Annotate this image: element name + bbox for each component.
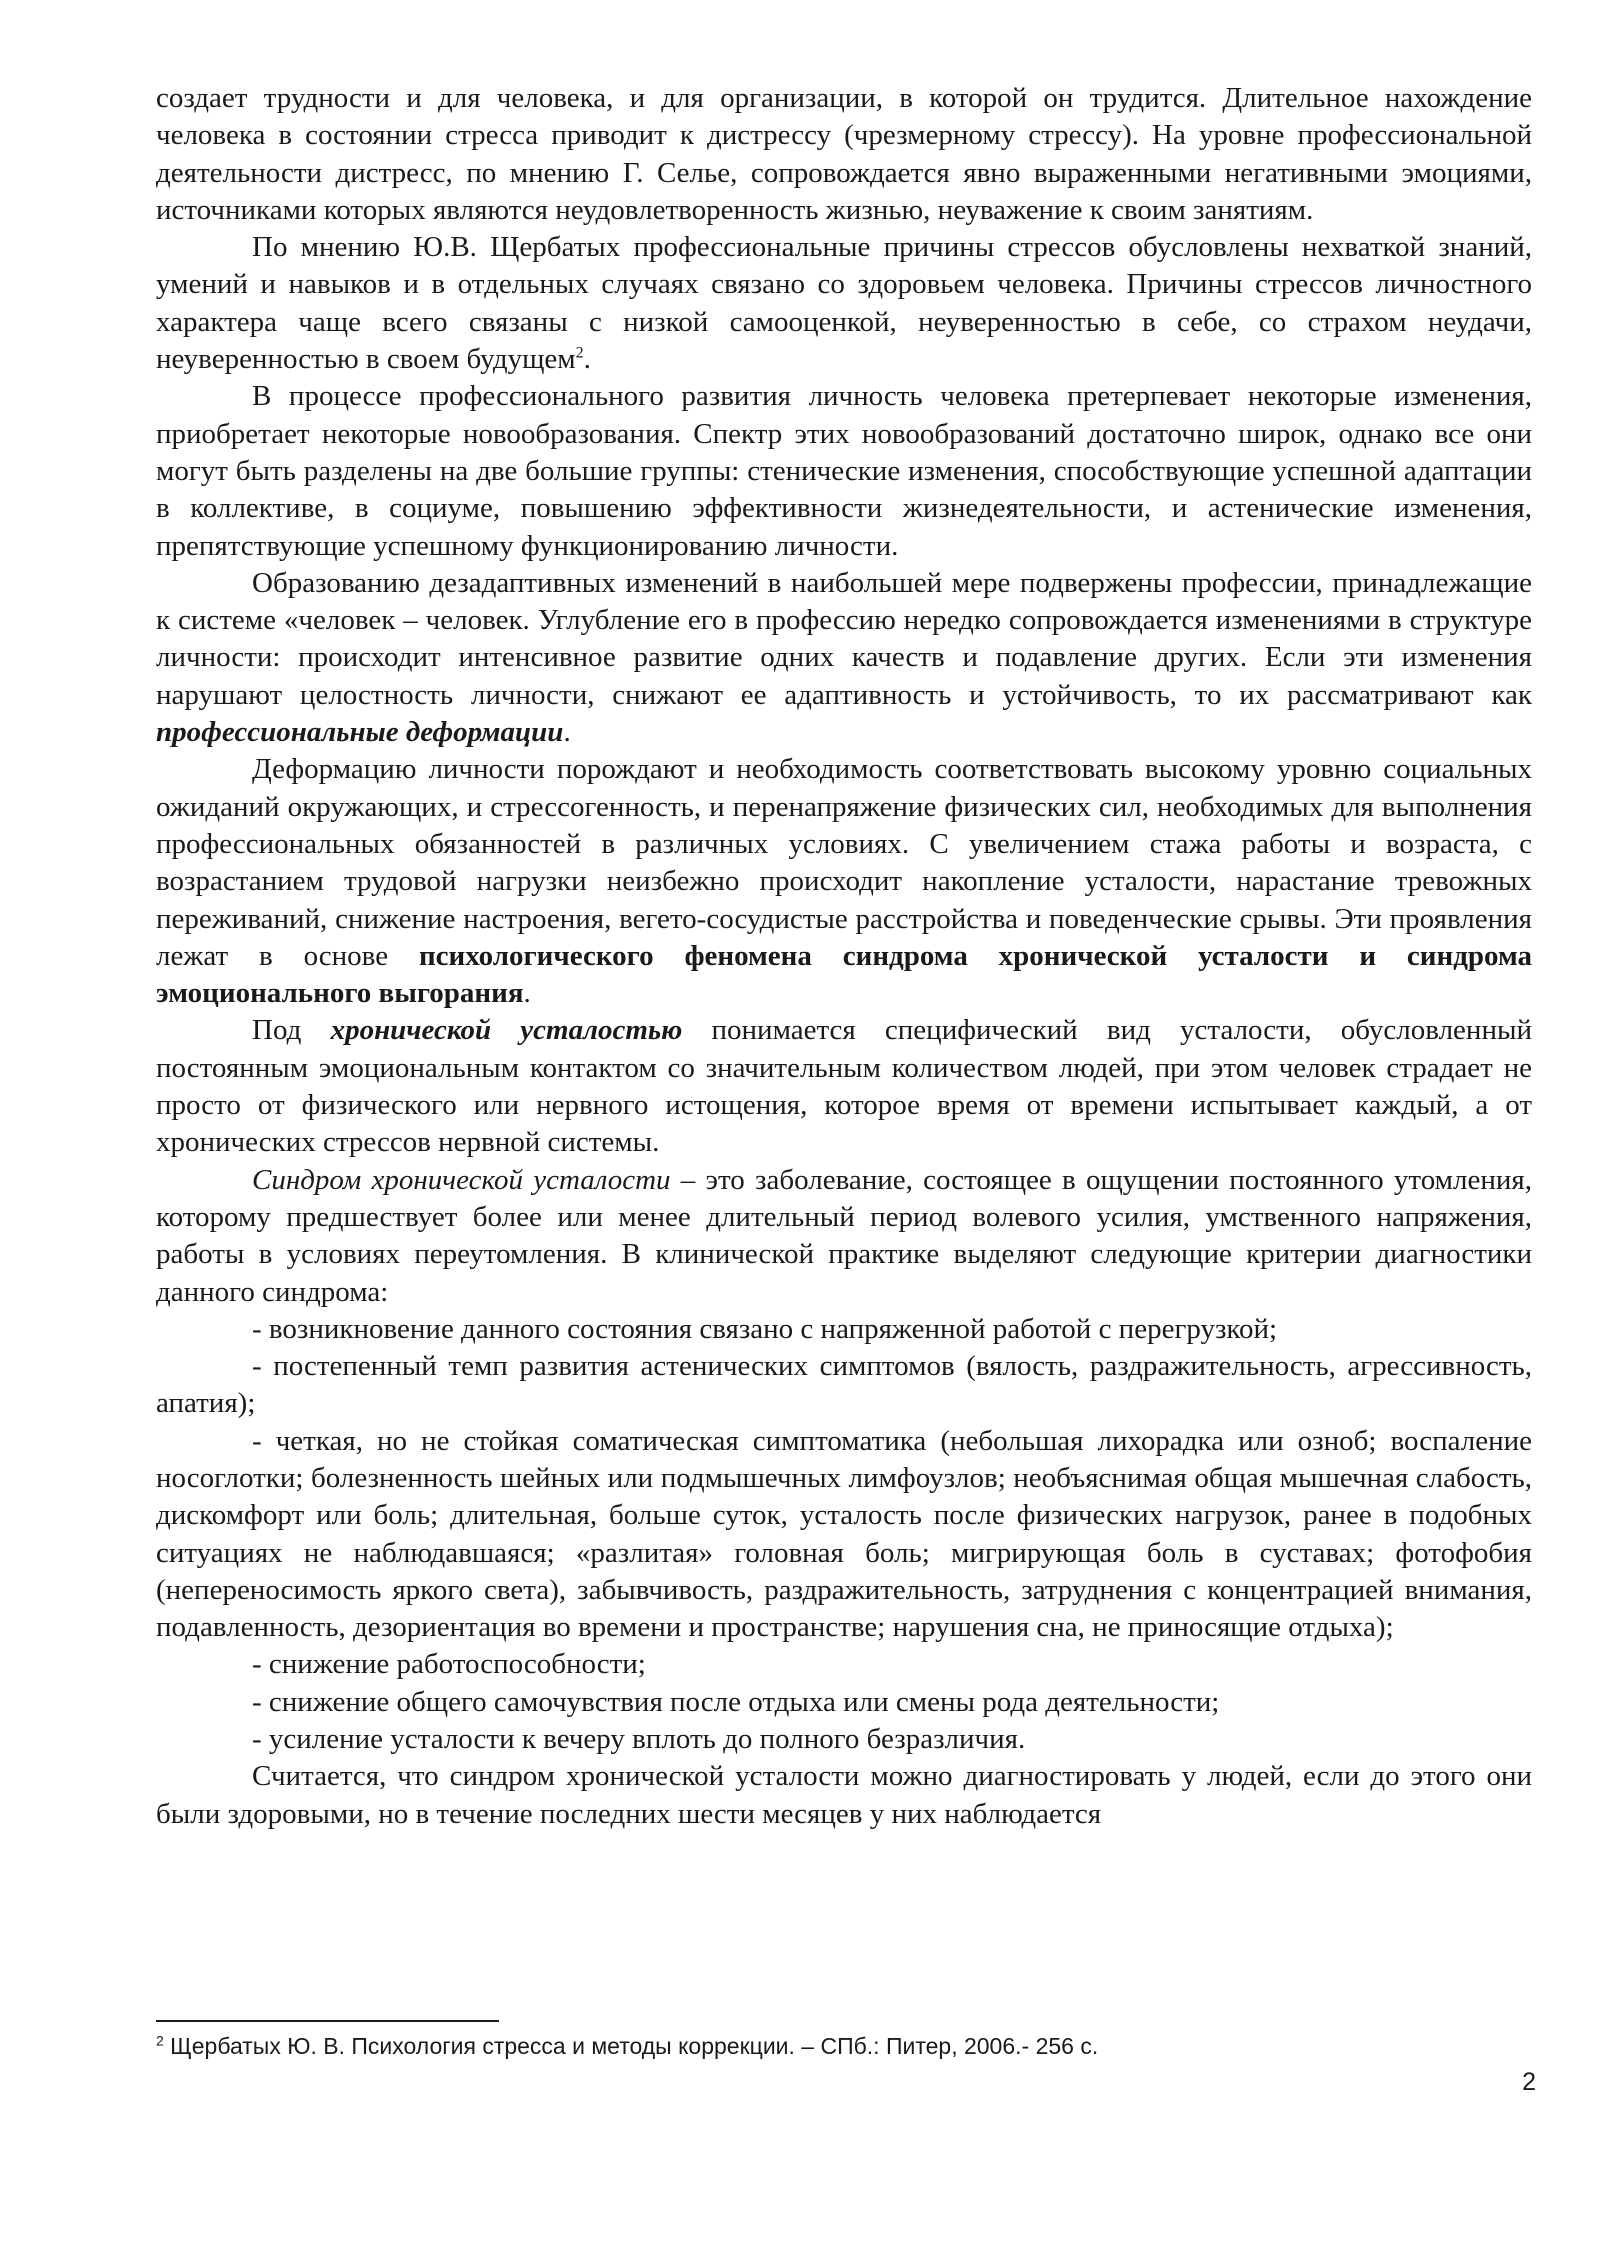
criteria-item: - снижение общего самочувствия после отдыха или смены рода деятельности; bbox=[252, 1685, 1220, 1718]
criteria-item: - снижение работоспособности; bbox=[252, 1648, 646, 1681]
paragraph-text: Считается, что синдром хронической усталости можно диагностировать у людей, если до этого они были здоровыми, но в течение последних шести месяцев у них наблюдается bbox=[156, 1760, 1532, 1830]
term-chronic-fatigue: хронической усталостью bbox=[330, 1014, 683, 1047]
paragraph-text: По мнению Ю.В. Щербатых профессиональные причины стрессов обусловлены нехваткой знаний, умений и навыков и в отдельных случаях связано со здоровьем человека. Причины стрессов личностного характера чаще всего связаны с низкой самооценкой, неуверенностью в себе, со страхом неудачи, неуверенностью в своем будущем bbox=[156, 231, 1532, 376]
paragraph-text: Под bbox=[252, 1014, 331, 1047]
criteria-item: - усиление усталости к вечеру вплоть до полного безразличия. bbox=[252, 1723, 1026, 1756]
paragraph-text-end: понимается специфический вид усталости, обусловленный постоянным эмоциональным контактом со значительным количеством людей, при этом человек страдает не просто от физического или нервного истощения, которое время от времени испытывает каждый, а от хронических стрессов нервной системы. bbox=[156, 1014, 1532, 1159]
paragraph-chronic-fatigue-definition bbox=[156, 1012, 1532, 1161]
term-professional-deformations: профессиональные деформации bbox=[156, 716, 564, 749]
footnote-text: Щербатых Ю. В. Психология стресса и методы коррекции. – СПб.: Питер, 2006.- 256 с. bbox=[163, 2033, 1099, 2059]
paragraph-professional-development bbox=[156, 378, 1532, 564]
body-text bbox=[156, 80, 1532, 1833]
criteria-item: - возникновение данного состояния связано с напряженной работой с перегрузкой; bbox=[252, 1312, 1278, 1345]
paragraph-text: Образованию дезадаптивных изменений в наибольшей мере подвержены профессии, принадлежащие к системе «человек – человек. Углубление его в профессию нередко сопровождается изменениями в структуре личности: происходит интенсивное развитие одних качеств и подавление других. Если эти изменения нарушают целостность личности, снижают ее адаптивность и устойчивость, то их рассматривают как bbox=[156, 566, 1532, 711]
paragraph-text: Деформацию личности порождают и необходимость соответствовать высокому уровню социальных ожиданий окружающих, и стрессогенность, и перенапряжение физических сил, необходимых для выполнения профессиональных обязанностей в различных условиях. С увеличением стажа работы и возраста, с возрастанием трудовой нагрузки неизбежно происходит накопление усталости, нарастание тревожных переживаний, снижение настроения, вегето-сосудистые расстройства и поведенческие срывы. Эти проявления лежат в основе bbox=[156, 753, 1532, 972]
term-burnout-phenomenon: психологического феномена синдрома хронической усталости и синдрома эмоционального выгорания bbox=[156, 939, 1532, 1010]
footnote-separator bbox=[156, 2020, 499, 2022]
paragraph-text-end: . bbox=[563, 716, 571, 749]
page-number: 2 bbox=[1522, 2068, 1536, 2096]
footnote-marker: 2 bbox=[156, 2032, 164, 2049]
paragraph-distress bbox=[156, 80, 1532, 229]
criteria-item: - постепенный темп развития астенических симптомов (вялость, раздражительность, агрессивность, апатия); bbox=[156, 1350, 1532, 1420]
paragraph-cfs-syndrome bbox=[156, 1162, 1532, 1311]
paragraph-text: В процессе профессионального развития личность человека претерпевает некоторые изменения, приобретает некоторые новообразования. Спектр этих новообразований достаточно широк, однако все они могут быть разделены на две большие группы: стенические изменения, способствующие успешной адаптации в коллективе, в социуме, повышению эффективности жизнедеятельности, и астенические изменения, препятствующие успешному функционированию личности. bbox=[156, 380, 1532, 562]
paragraph-diagnosis bbox=[156, 1758, 1532, 1833]
paragraph-text-end: . bbox=[523, 977, 531, 1010]
paragraph-deformations bbox=[156, 565, 1532, 751]
paragraph-text: – это заболевание, состоящее в ощущении постоянного утомления, которому предшествует более или менее длительный период волевого усилия, умственного напряжения, работы в условиях переутомления. В клинической практике выделяют следующие критерии диагностики данного синдрома: bbox=[156, 1163, 1532, 1308]
paragraph-stress-causes bbox=[156, 229, 1532, 378]
paragraph-text-end: . bbox=[583, 343, 591, 376]
term-cfs-syndrome: Синдром хронической усталости bbox=[252, 1163, 671, 1196]
paragraph-text: создает трудности и для человека, и для организации, в которой он трудится. Длительное нахождение человека в состоянии стресса приводит к дистрессу (чрезмерному стрессу). На уровне профессиональной деятельности дистресс, по мнению Г. Селье, сопровождается явно выраженными негативными эмоциями, источниками которых являются неудовлетворенность жизнью, неуважение к своим занятиям. bbox=[156, 82, 1532, 226]
criteria-item: - четкая, но не стойкая соматическая симптоматика (небольшая лихорадка или озноб; воспаление носоглотки; болезненность шейных или подмышечных лимфоузлов; необъяснимая общая мышечная слабость, дискомфорт или боль; длительная, больше суток, усталость после физических нагрузок, ранее в подобных ситуациях не наблюдавшаяся; «разлитая» головная боль; мигрирующая боль в суставах; фотофобия (непереносимость яркого света), забывчивость, раздражительность, затруднения с концентрацией внимания, подавленность, дезориентация во времени и пространстве; нарушения сна, не приносящие отдыха); bbox=[156, 1424, 1532, 1644]
footnote-reference[interactable]: 2 bbox=[575, 344, 584, 362]
paragraph-personality-deformation bbox=[156, 751, 1532, 1012]
footnote bbox=[156, 2030, 1532, 2062]
